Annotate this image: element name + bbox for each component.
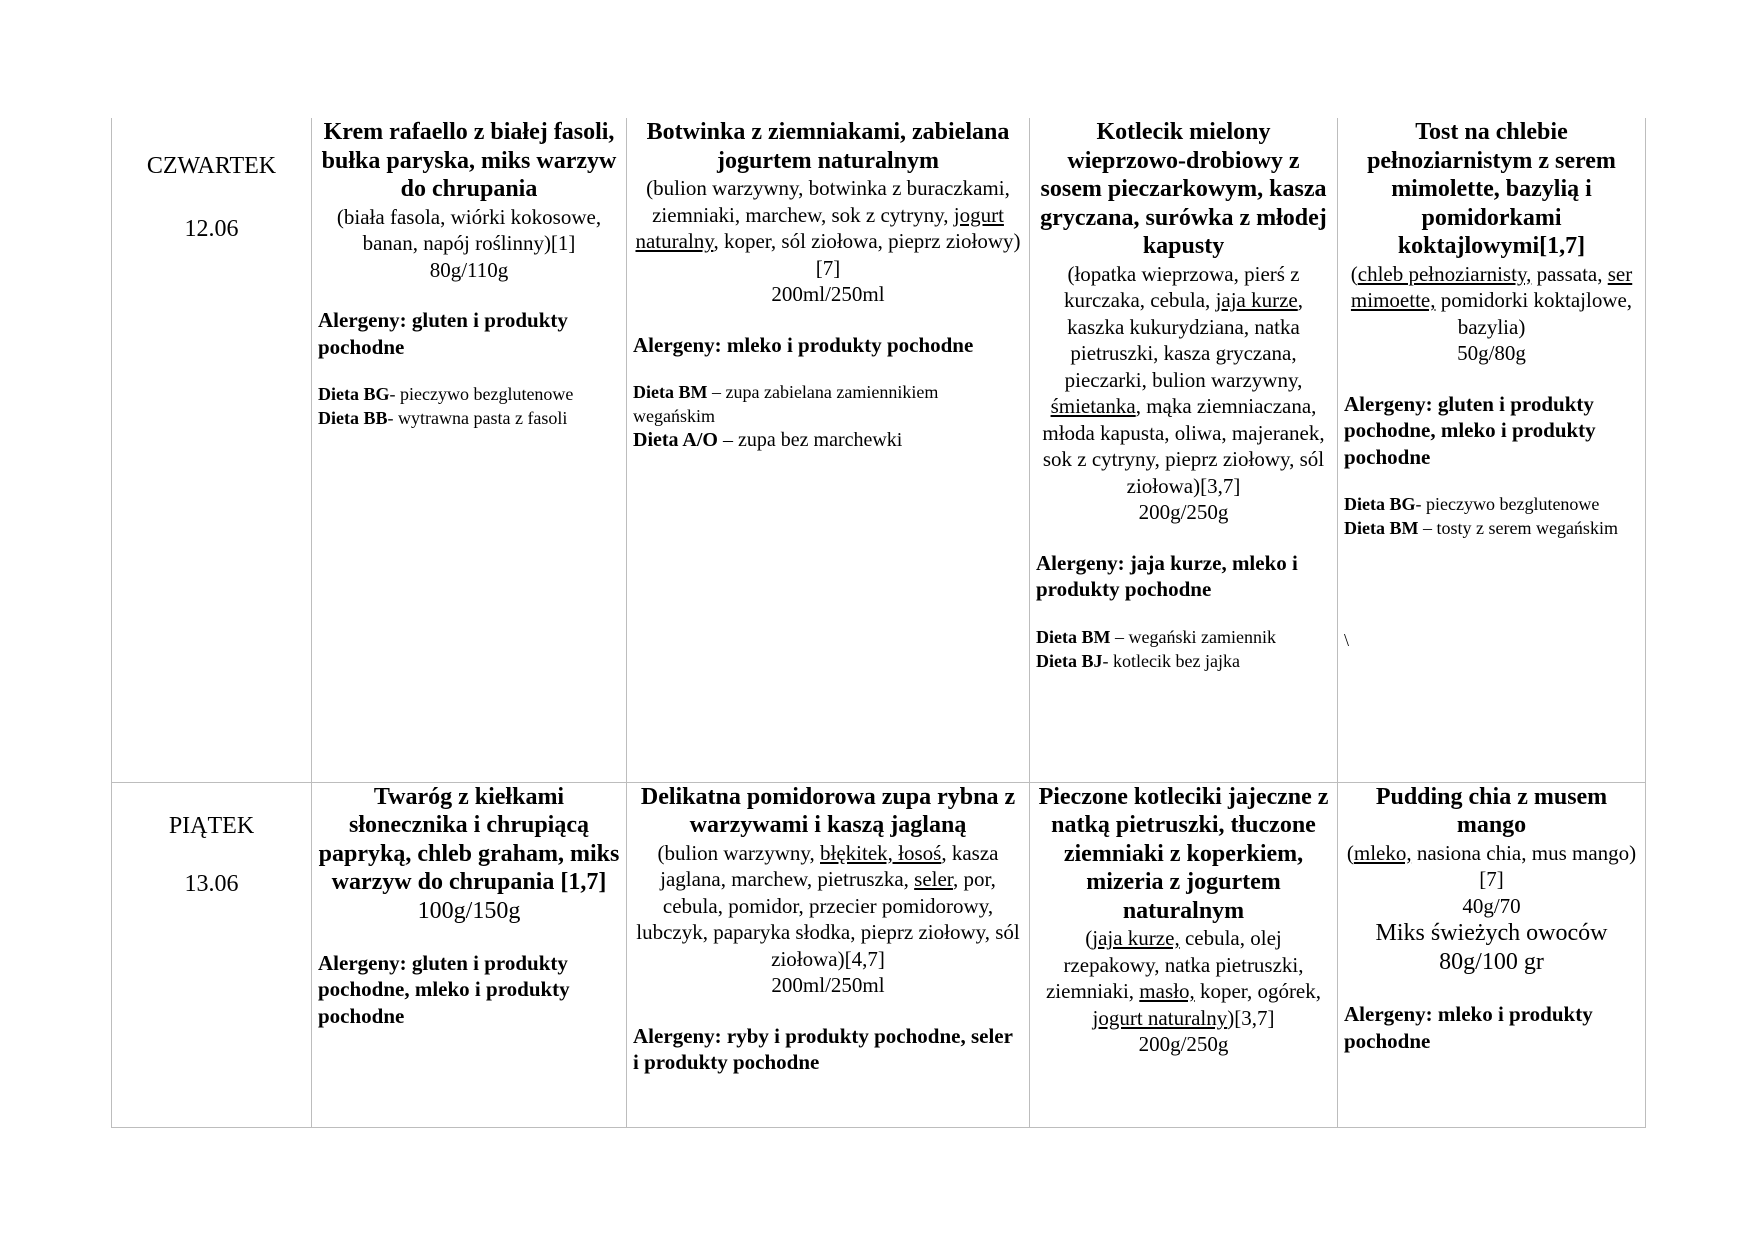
- extra-item: Miks świeżych owoców: [1375, 920, 1608, 946]
- meal-ingredients: (biała fasola, wiórki kokosowe, banan, napój roślinny)[1]: [336, 204, 602, 255]
- meal-cell: [312, 782, 627, 1127]
- day-cell: [112, 118, 312, 782]
- meal-portion: 200ml/250ml: [771, 973, 885, 997]
- diet-line: Dieta BM – zupa zabielana zamiennikiem wegańskim: [633, 382, 939, 426]
- meal-cell: [1030, 118, 1338, 782]
- meal-diets: [633, 380, 1023, 452]
- diet-line: Dieta BB- wytrawna pasta z fasoli: [318, 408, 568, 428]
- meal-title: Krem rafaello z białej fasoli, bułka paryska, miks warzyw do chrupania: [321, 119, 617, 202]
- day-name: PIĄTEK: [168, 812, 255, 839]
- day-date: 12.06: [184, 216, 239, 242]
- meal-ingredients: (łopatka wieprzowa, pierś z kurczaka, cebula, jaja kurze, kaszka kukurydziana, natka pietruszki, kasza gryczana, pieczarki, bulion warzywny, śmietanka, mąka ziemniaczana, młoda kapusta, oliwa, majeranek, sok z cytryny, pieprz ziołowy, sól ziołowa)[3,7]: [1042, 261, 1325, 498]
- stray-character: \: [1344, 630, 1350, 650]
- meal-ingredients: (bulion warzywny, błękitek, łosoś, kasza jaglana, marchew, pietruszka, seler, por, cebula, pomidor, przecier pomidorowy, lubczyk, paparyka słodka, pieprz ziołowy, sól ziołowa)[4,7]: [636, 840, 1020, 971]
- meal-cell: [1338, 782, 1646, 1127]
- meal-allergens: Alergeny: ryby i produkty pochodne, seler i produkty pochodne: [633, 1023, 1013, 1074]
- meal-title: Delikatna pomidorowa zupa rybna z warzywami i kaszą jaglaną: [640, 783, 1016, 838]
- meal-allergens: Alergeny: jaja kurze, mleko i produkty pochodne: [1036, 550, 1298, 601]
- meal-ingredients: (chleb pełnoziarnisty, passata, ser mimoette, pomidorki koktajlowe, bazylia): [1350, 261, 1633, 339]
- meal-diets: [318, 382, 620, 430]
- meal-allergens: Alergeny: gluten i produkty pochodne, mleko i produkty pochodne: [1344, 391, 1596, 469]
- meal-portion: 200g/250g: [1138, 1032, 1229, 1056]
- diet-line: Dieta BG- pieczywo bezglutenowe: [318, 384, 574, 404]
- meal-cell: [627, 782, 1030, 1127]
- meal-allergens: Alergeny: gluten i produkty pochodne, mleko i produkty pochodne: [318, 950, 570, 1028]
- meal-cell: [627, 118, 1030, 782]
- meal-diets: [1036, 625, 1331, 673]
- day-date: 13.06: [184, 870, 239, 897]
- meal-cell: [312, 118, 627, 782]
- menu-table: [111, 118, 1646, 1128]
- meal-allergens: Alergeny: mleko i produkty pochodne: [633, 332, 974, 357]
- extra-portion: 80g/100 gr: [1439, 949, 1544, 975]
- day-cell: [112, 782, 312, 1127]
- diet-line: Dieta A/O – zupa bez marchewki: [633, 429, 903, 451]
- diet-line: Dieta BM – wegański zamiennik: [1036, 626, 1276, 647]
- meal-cell: [1338, 118, 1646, 782]
- meal-portion: 200g/250g: [1138, 500, 1229, 524]
- meal-portion: 200ml/250ml: [771, 282, 885, 306]
- table-row: [112, 118, 1646, 782]
- meal-title: Pudding chia z musem mango: [1375, 783, 1608, 838]
- meal-title: Tost na chlebie pełnoziarnistym z serem mimolette, bazylią i pomidorkami koktajlowymi[1,7]: [1367, 119, 1616, 259]
- table-row: [112, 782, 1646, 1127]
- meal-ingredients: (bulion warzywny, botwinka z buraczkami, ziemniaki, marchew, sok z cytryny, jogurt naturalny, koper, sól ziołowa, pieprz ziołowy)[7]: [635, 176, 1021, 280]
- meal-cell: [1030, 782, 1338, 1127]
- meal-title: Kotlecik mielony wieprzowo-drobiowy z sosem pieczarkowym, kasza gryczana, surówka z młodej kapusty: [1040, 119, 1327, 259]
- meal-portion: 50g/80g: [1457, 341, 1526, 365]
- meal-title: Botwinka z ziemniakami, zabielana jogurtem naturalnym: [646, 119, 1010, 174]
- diet-line: Dieta BJ- kotlecik bez jajka: [1036, 650, 1240, 671]
- meal-title: Twaróg z kiełkami słonecznika i chrupiącą papryką, chleb graham, miks warzyw do chrupania [1,7]: [318, 783, 620, 895]
- meal-portion: 40g/70: [1462, 893, 1521, 918]
- meal-diets: [1344, 492, 1639, 540]
- meal-allergens: Alergeny: mleko i produkty pochodne: [1344, 1002, 1593, 1053]
- diet-line: Dieta BM – tosty z serem wegańskim: [1344, 518, 1618, 538]
- meal-title: Pieczone kotleciki jajeczne z natką pietruszki, tłuczone ziemniaki z koperkiem, mizeria z jogurtem naturalnym: [1038, 783, 1329, 924]
- meal-ingredients: (mleko, nasiona chia, mus mango)[7]: [1346, 840, 1637, 891]
- meal-portion: 80g/110g: [429, 257, 509, 282]
- meal-ingredients: (jaja kurze, cebula, olej rzepakowy, natka pietruszki, ziemniaki, masło, koper, ogórek, jogurt naturalny)[3,7]: [1045, 926, 1322, 1030]
- meal-allergens: Alergeny: gluten i produkty pochodne: [318, 308, 568, 359]
- meal-portion: 100g/150g: [417, 897, 521, 924]
- diet-line: Dieta BG- pieczywo bezglutenowe: [1344, 494, 1600, 514]
- day-name: CZWARTEK: [146, 153, 277, 179]
